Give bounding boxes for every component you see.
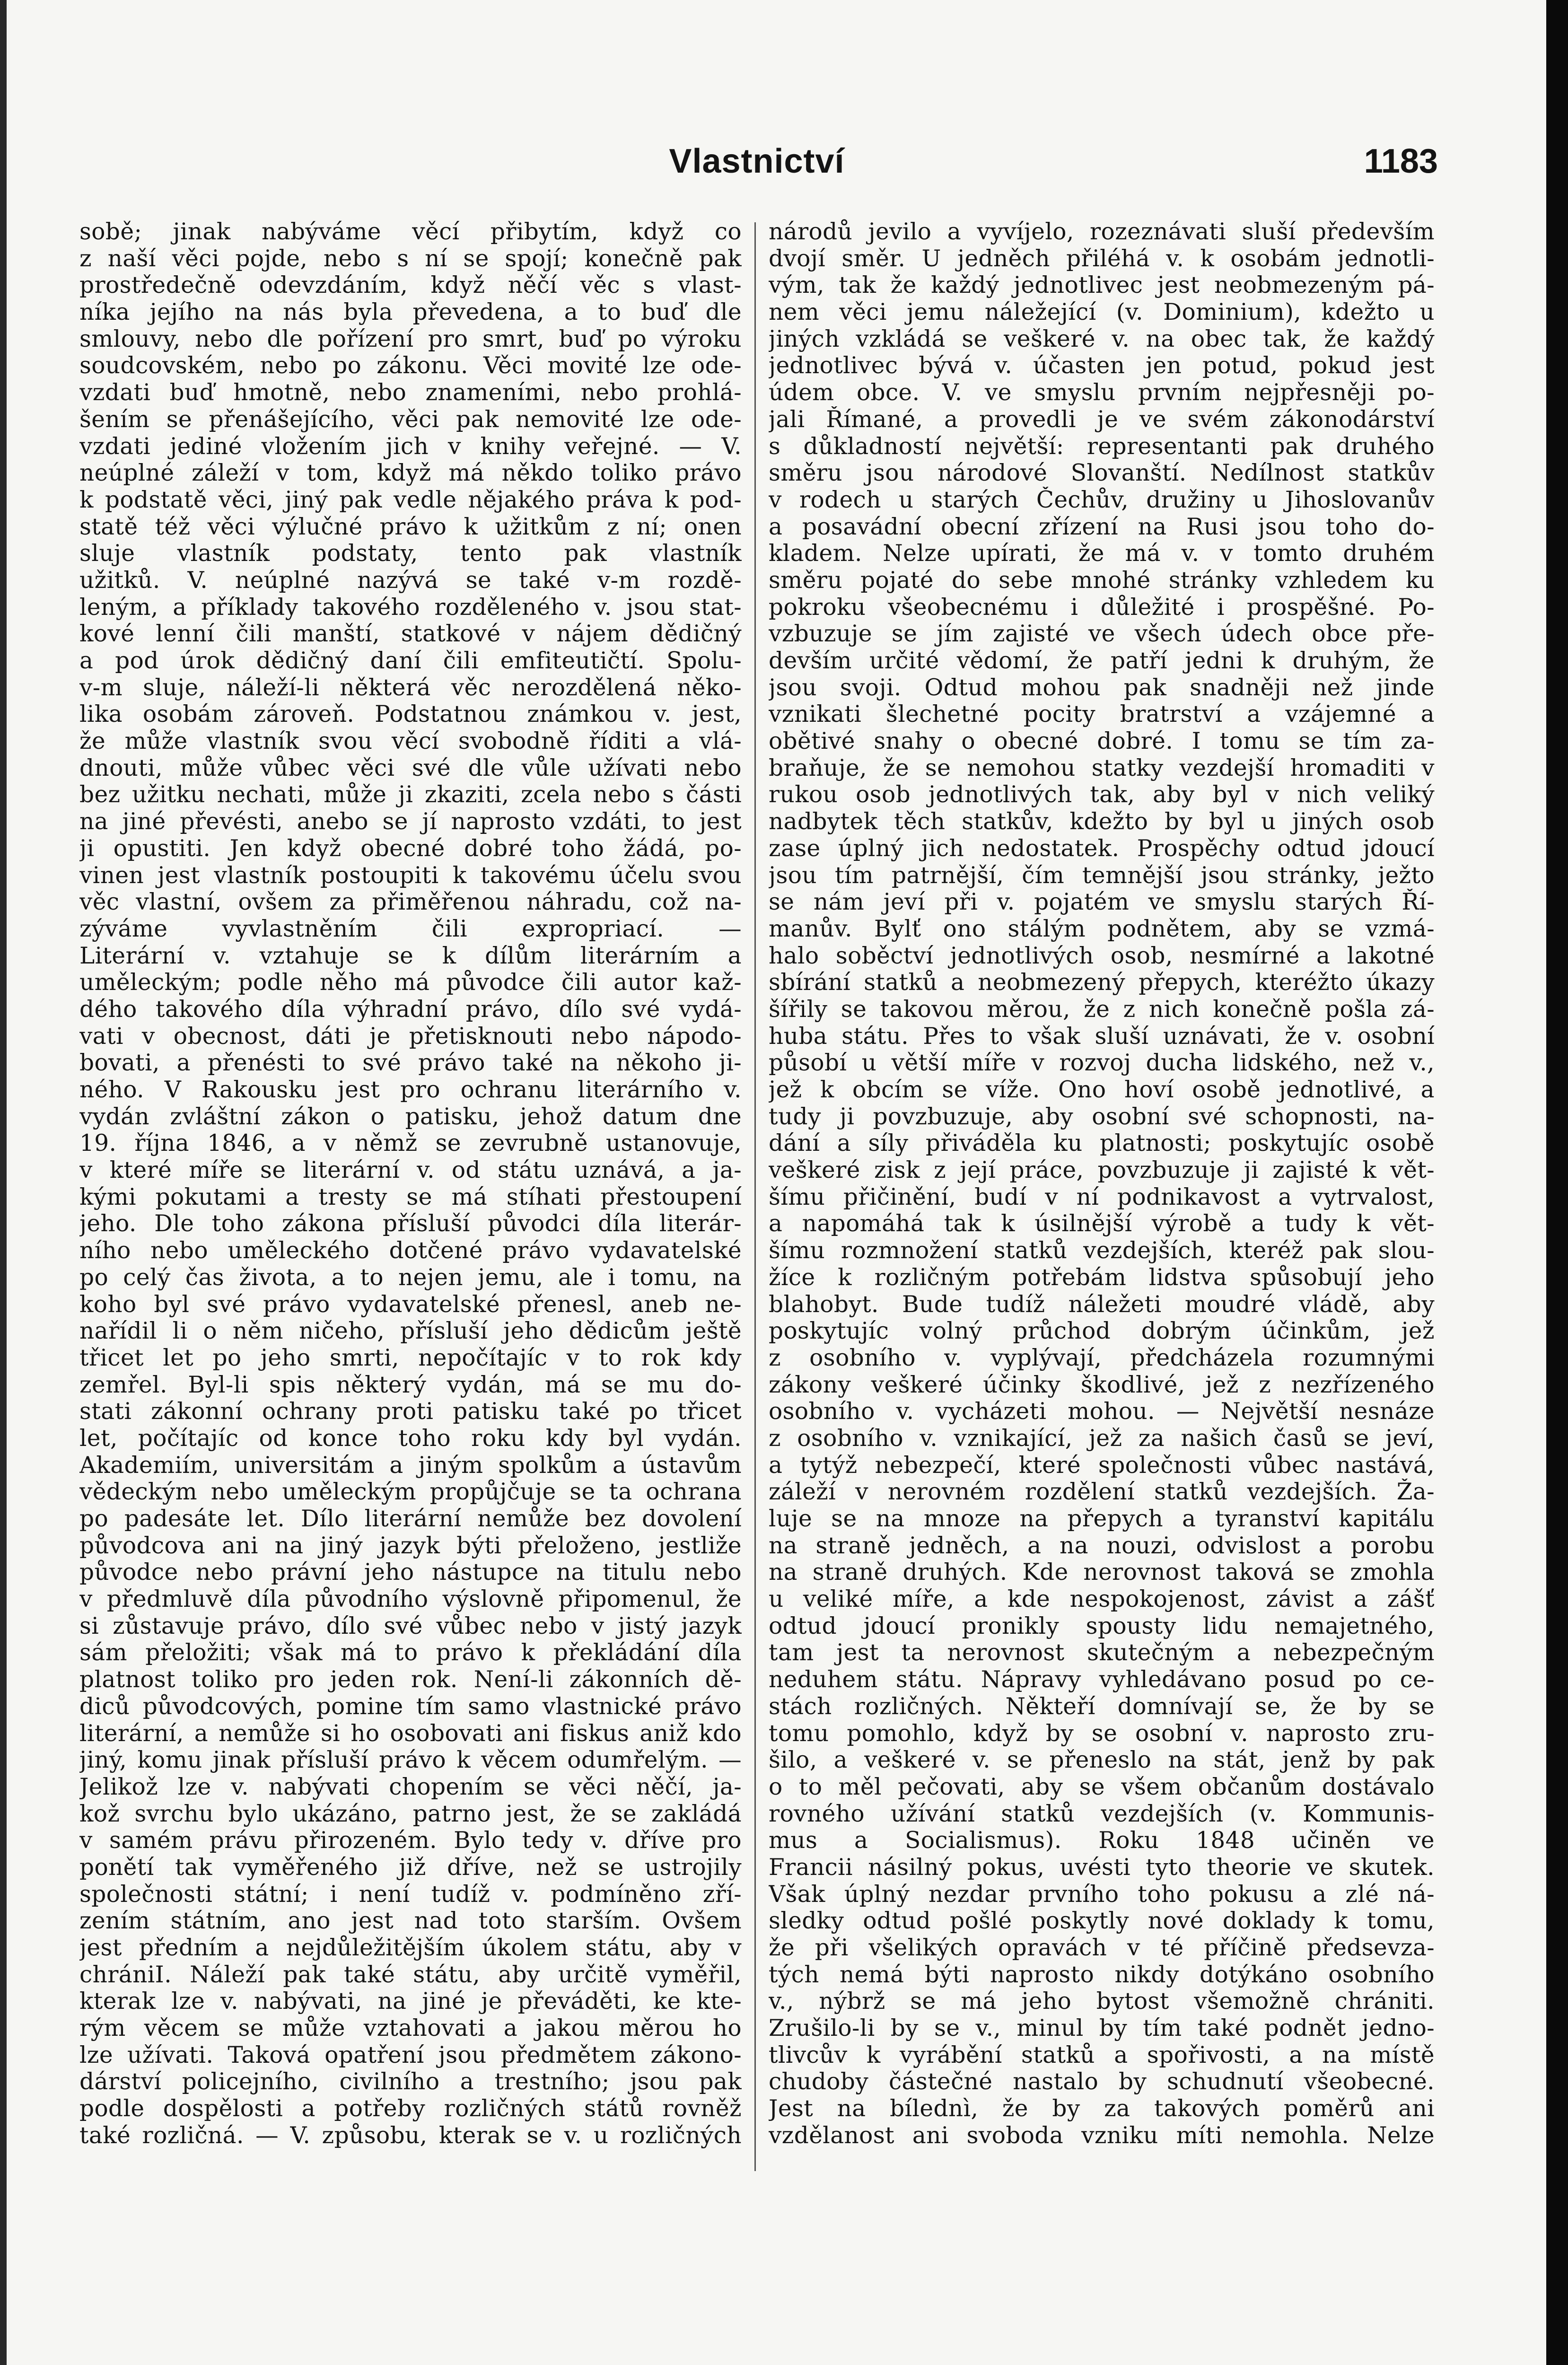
text-line: na straně jedněch, a na nouzi, odvislost a porobu bbox=[769, 1532, 1435, 1559]
text-line: ního nebo uměleckého dotčené právo vydavatelské bbox=[79, 1237, 742, 1264]
text-line: obětivé snahy o obecné dobré. I tomu se tím za- bbox=[769, 728, 1435, 755]
text-line: jiných vzkládá se veškeré v. na obec tak, že každý bbox=[769, 325, 1435, 352]
text-line: nadbytek těch statkův, kdežto by byl u jiných osob bbox=[769, 808, 1435, 835]
column-divider bbox=[754, 222, 756, 2171]
text-line: kové lenní čili manští, statkové v nájem dědičný bbox=[79, 621, 742, 648]
text-line: Však úplný nezdar prvního toho pokusu a zlé ná- bbox=[769, 1881, 1435, 1908]
text-line: tomu pomohlo, když by se osobní v. naprosto zru- bbox=[769, 1720, 1435, 1747]
text-line: kož svrchu bylo ukázáno, patrno jest, že se zakládá bbox=[79, 1800, 742, 1827]
text-line: jiný, komu jinak přísluší právo k věcem odumřelým. — bbox=[79, 1747, 742, 1774]
text-line: dání a síly přiváděla ku platnosti; poskytujíc osobě bbox=[769, 1130, 1435, 1157]
text-line: lika osobám zároveň. Podstatnou známkou v. jest, bbox=[79, 701, 742, 728]
text-line: také rozličná. — V. způsobu, kterak se v. u rozličných bbox=[79, 2122, 742, 2149]
text-line: dnouti, může vůbec věci své dle vůle užívati nebo bbox=[79, 754, 742, 781]
text-line: tam jest ta nerovnost skutečným a nebezpečným bbox=[769, 1639, 1435, 1666]
text-line: Jest na bílednì, že by za takových poměrů ani bbox=[769, 2095, 1435, 2122]
text-line: uměleckým; podle něho má původce čili autor kaž- bbox=[79, 969, 742, 996]
text-line: rukou osob jednotlivých tak, aby byl v nich veliký bbox=[769, 781, 1435, 808]
text-line: třicet let po jeho smrti, nepočítajíc v to rok kdy bbox=[79, 1344, 742, 1371]
text-line: záleží v nerovném rozdělení statků vezdejších. Ža- bbox=[769, 1479, 1435, 1506]
right-column bbox=[769, 219, 1435, 2172]
text-line: jeho. Dle toho zákona přísluší původci díla literár- bbox=[79, 1210, 742, 1237]
text-line: v rodech u starých Čechův, družiny u Jihoslovanův bbox=[769, 486, 1435, 513]
text-line: jsou tím patrnější, čím temnější jsou stránky, ježto bbox=[769, 862, 1435, 889]
text-line: odtud jdoucí pronikly spousty lidu nemajetného, bbox=[769, 1612, 1435, 1639]
text-line: dvojí směr. U jedněch přiléhá v. k osobám jednotli- bbox=[769, 245, 1435, 272]
text-line: nem věci jemu náležející (v. Dominium), kdežto u bbox=[769, 299, 1435, 326]
text-line: a posavádní obecní zřízení na Rusi jsou toho do- bbox=[769, 513, 1435, 540]
text-line: z osobního v. vznikající, jež za našich časů se jeví, bbox=[769, 1425, 1435, 1452]
text-line: ného. V Rakousku jest pro ochranu literárního v. bbox=[79, 1077, 742, 1103]
text-line: Akademiím, universitám a jiným spolkům a ústavům bbox=[79, 1452, 742, 1479]
text-line: vati v obecnost, dáti je přetisknouti nebo nápodo- bbox=[79, 1023, 742, 1050]
text-line: jednotlivec bývá v. účasten jen potud, pokud jest bbox=[769, 352, 1435, 379]
text-line: k podstatě věci, jiný pak vedle nějakého práva k pod- bbox=[79, 486, 742, 513]
text-line: a pod úrok dědičný daní čili emfiteutičtí. Spolu- bbox=[79, 648, 742, 674]
text-line: vzdělanost ani svoboda vzniku míti nemohla. Nelze bbox=[769, 2122, 1435, 2149]
text-line: působí u větší míře v rozvoj ducha lidského, než v., bbox=[769, 1050, 1435, 1077]
scan-left-edge bbox=[0, 0, 7, 2365]
text-line: nařídil li o něm ničeho, přísluší jeho dědicům ještě bbox=[79, 1318, 742, 1345]
text-line: chudoby částečné nastalo by schudnutí všeobecné. bbox=[769, 2068, 1435, 2095]
text-line: sbírání statků a neobmezený přepych, kteréžto úkazy bbox=[769, 969, 1435, 996]
text-line: kými pokutami a tresty se má stíhati přestoupení bbox=[79, 1183, 742, 1210]
page-number: 1183 bbox=[1364, 142, 1438, 180]
text-line: na jiné převésti, anebo se jí naprosto vzdáti, to jest bbox=[79, 808, 742, 835]
text-line: luje se na mnoze na přepych a tyranství kapitálu bbox=[769, 1506, 1435, 1532]
text-line: mus a Socialismus). Roku 1848 učiněn ve bbox=[769, 1827, 1435, 1854]
text-line: platnost toliko pro jeden rok. Není-li zákonních dě- bbox=[79, 1666, 742, 1693]
text-line: poskytujíc volný průchod dobrým účinkům, jež bbox=[769, 1318, 1435, 1345]
text-line: sluje vlastník podstaty, tento pak vlastník bbox=[79, 540, 742, 567]
text-line: u veliké míře, a kde nespokojenost, závist a zášť bbox=[769, 1586, 1435, 1613]
text-line: veškeré zisk z její práce, povzbuzuje ji zajisté k vět- bbox=[769, 1157, 1435, 1184]
text-line: že může vlastník svou věcí svobodně říditi a vlá- bbox=[79, 728, 742, 755]
text-line: národů jevilo a vyvíjelo, rozeznávati sluší především bbox=[769, 219, 1435, 245]
text-line: zením státním, ano jest nad toto starším. Ovšem bbox=[79, 1908, 742, 1935]
text-line: po padesáte let. Dílo literární nemůže bez dovolení bbox=[79, 1506, 742, 1532]
text-line: bez užitku nechati, může ji zkaziti, zcela nebo s části bbox=[79, 781, 742, 808]
text-line: si zůstavuje právo, dílo své vůbec nebo v jistý jazyk bbox=[79, 1612, 742, 1639]
text-line: vým, tak že každý jednotlivec jest neobmezeným pá- bbox=[769, 272, 1435, 299]
text-line: vydán zvláštní zákon o patisku, jehož datum dne bbox=[79, 1103, 742, 1130]
text-line: zákony veškeré účinky škodlivé, jež z nezřízeného bbox=[769, 1371, 1435, 1398]
text-line: údem obce. V. ve smyslu prvním nejpřesněji po- bbox=[769, 379, 1435, 406]
text-line: zýváme vyvlastněním čili expropriací. — bbox=[79, 915, 742, 942]
text-line: a tytýž nebezpečí, které společnosti vůbec nastává, bbox=[769, 1452, 1435, 1479]
text-line: vznikati šlechetné pocity bratrství a vzájemné a bbox=[769, 701, 1435, 728]
text-line: v-m sluje, náleží-li některá věc nerozdělená něko- bbox=[79, 674, 742, 701]
text-line: vzbuzuje se jím zajisté ve všech údech obce pře- bbox=[769, 621, 1435, 648]
text-line: zemřel. Byl-li spis některý vydán, má se mu do- bbox=[79, 1371, 742, 1398]
text-line: z naší věci pojde, nebo s ní se spojí; konečně pak bbox=[79, 245, 742, 272]
text-line: jsou svoji. Odtud mohou pak snadněji než jinde bbox=[769, 674, 1435, 701]
text-line: původcova ani na jiný jazyk býti přeloženo, jestliže bbox=[79, 1532, 742, 1559]
text-line: prostředečně odevzdáním, když něčí věc s vlast- bbox=[79, 272, 742, 299]
text-line: šímu rozmnožení statků vezdejších, kteréž pak slou- bbox=[769, 1237, 1435, 1264]
text-line: rým věcem se může vztahovati a jakou měrou ho bbox=[79, 2015, 742, 2042]
text-line: o to měl pečovati, aby se všem občanům dostávalo bbox=[769, 1773, 1435, 1800]
text-line: osobního v. vycházeti mohou. — Největší nesnáze bbox=[769, 1398, 1435, 1425]
text-line: 19. října 1846, a v němž se zevrubně ustanovuje, bbox=[79, 1130, 742, 1157]
text-line: pokroku všeobecnému i důležité i prospěšné. Po- bbox=[769, 594, 1435, 621]
text-line: stách rozličných. Někteří domnívají se, že by se bbox=[769, 1693, 1435, 1720]
text-line: devším určité vědomí, že patří jedni k druhým, že bbox=[769, 648, 1435, 674]
text-line: kterak lze v. nabývati, na jiné je převáděti, ke kte- bbox=[79, 1988, 742, 2015]
text-line: s důkladností největší: representanti pak druhého bbox=[769, 433, 1435, 460]
text-line: Zrušilo-li by se v., minul by tím také podnět jedno- bbox=[769, 2015, 1435, 2042]
text-line: jež k obcím se víže. Ono hoví osobě jednotlivé, a bbox=[769, 1077, 1435, 1103]
text-line: rovného užívání statků vezdejších (v. Kommunis- bbox=[769, 1800, 1435, 1827]
text-line: směru jsou národové Slovanští. Nedílnost statkův bbox=[769, 460, 1435, 487]
text-line: chrániI. Náleží pak také státu, aby určitě vyměřil, bbox=[79, 1961, 742, 1988]
text-line: směru pojaté do sebe mnohé stránky vzhledem ku bbox=[769, 567, 1435, 594]
text-line: užitků. V. neúplné nazývá se také v-m rozdě- bbox=[79, 567, 742, 594]
text-line: věc vlastní, ovšem za přiměřenou náhradu, což na- bbox=[79, 889, 742, 916]
text-line: halo soběctví jednotlivých osob, nesmírné a lakotné bbox=[769, 942, 1435, 969]
text-line: blahobyt. Bude tudíž náležeti moudré vládě, aby bbox=[769, 1291, 1435, 1318]
text-line: Literární v. vztahuje se k dílům literárním a bbox=[79, 942, 742, 969]
text-line: ponětí tak vyměřeného již dříve, než se ustrojily bbox=[79, 1854, 742, 1881]
text-line: v předmluvě díla původního výslovně připomenul, že bbox=[79, 1586, 742, 1613]
text-line: stati zákonní ochrany proti patisku také po třicet bbox=[79, 1398, 742, 1425]
text-line: šímu přičinění, budí v ní podnikavost a vytrvalost, bbox=[769, 1183, 1435, 1210]
running-head bbox=[76, 142, 1438, 194]
text-line: společnosti státní; i není tudíž v. podmíněno zří- bbox=[79, 1881, 742, 1908]
text-line: leným, a příklady takového rozděleného v. jsou stat- bbox=[79, 594, 742, 621]
text-line: kladem. Nelze upírati, že má v. v tomto druhém bbox=[769, 540, 1435, 567]
text-line: braňuje, že se nemohou statky vezdejší hromaditi v bbox=[769, 754, 1435, 781]
text-line: sám přeložiti; však má to právo k překládání díla bbox=[79, 1639, 742, 1666]
text-line: se nám jeví při v. pojatém ve smyslu starých Ří- bbox=[769, 889, 1435, 916]
text-line: tudy ji povzbuzuje, aby osobní své schopnosti, na- bbox=[769, 1103, 1435, 1130]
left-column bbox=[79, 219, 742, 2172]
text-line: Francii násilný pokus, uvésti tyto theorie ve skutek. bbox=[769, 1854, 1435, 1881]
text-line: jali Římané, a provedli je ve svém zákonodárství bbox=[769, 406, 1435, 433]
text-line: sobě; jinak nabýváme věcí přibytím, když co bbox=[79, 219, 742, 245]
text-line: tlivcův k vyrábění statků a spořivosti, a na místě bbox=[769, 2041, 1435, 2068]
text-line: vědeckým nebo uměleckým propůjčuje se ta ochrana bbox=[79, 1479, 742, 1506]
text-line: soudcovském, nebo po zákonu. Věci movité lze ode- bbox=[79, 352, 742, 379]
text-line: na straně druhých. Kde nerovnost taková se zmohla bbox=[769, 1559, 1435, 1586]
text-line: žíce k rozličným potřebám lidstva spůsobují jeho bbox=[769, 1264, 1435, 1291]
text-line: literární, a nemůže si ho osobovati ani fiskus aniž kdo bbox=[79, 1720, 742, 1747]
text-line: původce nebo právní jeho nástupce na titulu nebo bbox=[79, 1559, 742, 1586]
text-line: v samém právu přirozeném. Bylo tedy v. dříve pro bbox=[79, 1827, 742, 1854]
text-line: z osobního v. vyplývají, předcházela rozumnými bbox=[769, 1344, 1435, 1371]
text-line: a napomáhá tak k úsilnější výrobě a tudy k vět- bbox=[769, 1210, 1435, 1237]
text-line: jest předním a nejdůležitějším úkolem státu, aby v bbox=[79, 1935, 742, 1961]
text-line: ji opustiti. Jen když obecné dobré toho žádá, po- bbox=[79, 835, 742, 862]
text-line: v., nýbrž se má jeho bytost všemožně chrániti. bbox=[769, 1988, 1435, 2015]
text-line: vzdati buď hmotně, nebo znameními, nebo prohlá- bbox=[79, 379, 742, 406]
text-line: manův. Bylť ono stálým podnětem, aby se vzmá- bbox=[769, 915, 1435, 942]
text-line: níka jejího na nás byla převedena, a to buď dle bbox=[79, 299, 742, 326]
text-line: dého takového díla výhradní právo, dílo své vydá- bbox=[79, 996, 742, 1023]
text-line: tých nemá býti naprosto nikdy dotýkáno osobního bbox=[769, 1961, 1435, 1988]
text-line: podle dospělosti a potřeby rozličných států rovněž bbox=[79, 2095, 742, 2122]
text-line: zase úplný jich nedostatek. Prospěchy odtud jdoucí bbox=[769, 835, 1435, 862]
text-line: neduhem státu. Nápravy vyhledávano posud po ce- bbox=[769, 1666, 1435, 1693]
text-line: šilo, a veškeré v. se přeneslo na stát, jenž by pak bbox=[769, 1747, 1435, 1774]
text-line: koho byl své právo vydavatelské přenesl, aneb ne- bbox=[79, 1291, 742, 1318]
text-line: šením se přenášejícího, věci pak nemovité lze ode- bbox=[79, 406, 742, 433]
scan-right-edge bbox=[1546, 0, 1568, 2365]
text-line: sledky odtud pošlé poskytly nové doklady k tomu, bbox=[769, 1908, 1435, 1935]
text-line: neúplné záleží v tom, když má někdo toliko právo bbox=[79, 460, 742, 487]
text-line: vzdati jediné vložením jich v knihy veřejné. — V. bbox=[79, 433, 742, 460]
text-line: po celý čas života, a to nejen jemu, ale i tomu, na bbox=[79, 1264, 742, 1291]
text-line: lze užívati. Taková opatření jsou předmětem zákono- bbox=[79, 2041, 742, 2068]
text-line: smlouvy, nebo dle pořízení pro smrt, buď po výroku bbox=[79, 325, 742, 352]
text-line: let, počítajíc od konce toho roku kdy byl vydán. bbox=[79, 1425, 742, 1452]
text-line: že při všelikých opravách v té příčině předsevza- bbox=[769, 1935, 1435, 1961]
text-line: v které míře se literární v. od státu uznává, a ja- bbox=[79, 1157, 742, 1184]
text-line: šířily se takovou měrou, že z nich konečně pošla zá- bbox=[769, 996, 1435, 1023]
text-line: diců původcových, pomine tím samo vlastnické právo bbox=[79, 1693, 742, 1720]
text-line: huba státu. Přes to však sluší uznávati, že v. osobní bbox=[769, 1023, 1435, 1050]
text-line: statě též věci výlučné právo k užitkům z ní; onen bbox=[79, 513, 742, 540]
text-line: vinen jest vlastník postoupiti k takovému účelu svou bbox=[79, 862, 742, 889]
text-line: dárství policejního, civilního a trestního; jsou pak bbox=[79, 2068, 742, 2095]
text-line: bovati, a přenésti to své právo také na někoho ji- bbox=[79, 1050, 742, 1077]
text-line: Jelikož lze v. nabývati chopením se věci něčí, ja- bbox=[79, 1773, 742, 1800]
running-title: Vlastnictví bbox=[669, 142, 845, 180]
